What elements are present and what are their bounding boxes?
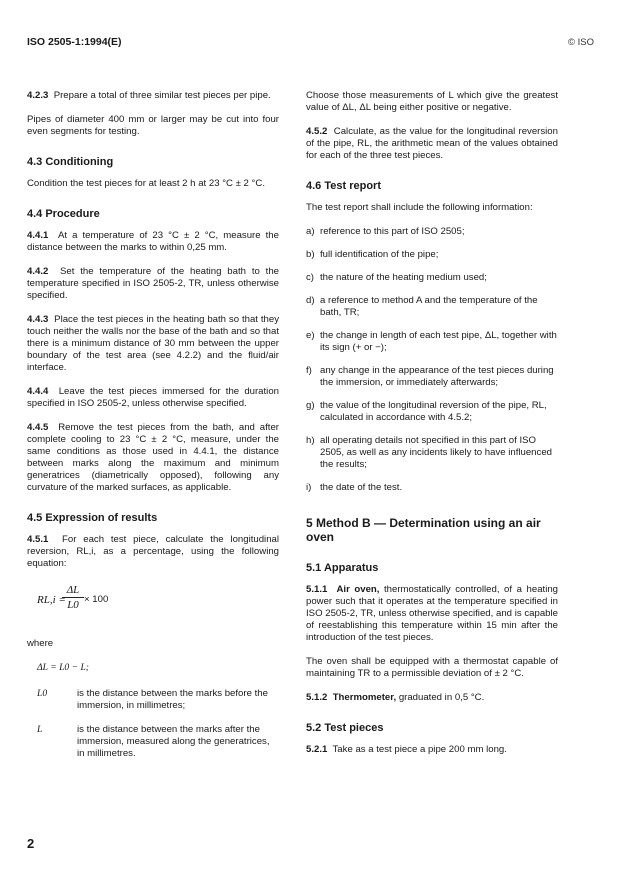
heading-5-2: 5.2 Test pieces	[306, 722, 384, 734]
heading-4-6: 4.6 Test report	[306, 180, 381, 192]
heading-5: 5 Method B — Determination using an air oven	[306, 516, 541, 544]
paragraph-choose: Choose those measurements of L which give the greatest value of ΔL, ΔL being either positive or negative.	[306, 90, 558, 113]
page-number: 2	[27, 836, 35, 851]
formula-lhs: RL,i =	[37, 594, 66, 606]
right-column	[306, 90, 558, 768]
list-item: h) all operating details not specified in this part of ISO 2505, as well as any incidents likely to have influenced the results;	[306, 435, 552, 470]
definition-l0: L0 is the distance between the marks before the immersion, in millimetres;	[37, 688, 268, 711]
copyright-mark: © ISO	[567, 37, 594, 48]
clause-4-5-2: 4.5.2 Calculate, as the value for the longitudinal reversion of the pipe, RL, the arithmetic mean of the values obtained for each of the three test pieces.	[306, 126, 558, 161]
heading-4-4: 4.4 Procedure	[27, 208, 100, 220]
test-report-list	[306, 226, 558, 494]
clause-4-2-3: 4.2.3 Prepare a total of three similar test pieces per pipe.	[27, 90, 271, 101]
clause-5-1-2: 5.1.2 Thermometer, graduated in 0,5 °C.	[306, 692, 485, 703]
list-item: i) the date of the test.	[306, 482, 403, 493]
paragraph-pipes: Pipes of diameter 400 mm or larger may be cut into four even segments for testing.	[27, 114, 279, 137]
formula-denominator: L0	[67, 599, 79, 611]
clause-4-4-4: 4.4.4 Leave the test pieces immersed for the duration specified in ISO 2505-2, unless otherwise specified.	[27, 386, 279, 409]
list-item: b) full identification of the pipe;	[306, 249, 439, 260]
clause-4-4-1: 4.4.1 At a temperature of 23 °C ± 2 °C, measure the distance between the marks to within 0,25 mm.	[27, 230, 279, 253]
clause-4-4-3: 4.4.3 Place the test pieces in the heating bath so that they touch neither the walls nor the base of the bath and so that there is a minimum distance of 30 mm between the upper boundary of the test area (see 4.2.2) and the fluid/air interface.	[27, 314, 279, 373]
formula-numerator: ΔL	[66, 584, 80, 596]
heading-4-3: 4.3 Conditioning	[27, 156, 114, 168]
list-item: g) the value of the longitudinal reversion of the pipe, RL, calculated in accordance with 4.5.2;	[306, 400, 547, 423]
heading-5-1: 5.1 Apparatus	[306, 562, 379, 574]
paragraph-conditioning: Condition the test pieces for at least 2 h at 23 °C ± 2 °C.	[27, 178, 265, 189]
clause-4-4-5: 4.4.5 Remove the test pieces from the bath, and after complete cooling to 23 °C ± 2 °C, measure, under the same conditions as those used in 4.4.1, the distance between marks along the maximum and minimum generatrices (diametrically opposed), following any curvature of the marked surfaces, as applicable.	[27, 422, 279, 493]
list-item: e) the change in length of each test pipe, ΔL, together with its sign (+ or −);	[306, 330, 557, 353]
definition-l: L is the distance between the marks after the immersion, measured along the generatrices, in millimetres.	[37, 724, 270, 759]
paragraph-test-report: The test report shall include the following information:	[306, 202, 533, 213]
formula-fraction	[62, 584, 84, 611]
paragraph-oven: The oven shall be equipped with a thermostat capable of maintaining TR to a permissible deviation of ± 2 °C.	[306, 656, 558, 679]
clause-4-5-1: 4.5.1 For each test piece, calculate the longitudinal reversion, RL,i, as a percentage, using the following equation:	[27, 534, 279, 569]
clause-5-2-1: 5.2.1 Take as a test piece a pipe 200 mm long.	[306, 744, 507, 755]
list-item: d) a reference to method A and the temperature of the bath, TR;	[306, 295, 538, 318]
delta-equation: ΔL = L0 − L;	[37, 662, 89, 673]
clause-4-4-2: 4.4.2 Set the temperature of the heating bath to the temperature specified in ISO 2505-2, TR, unless otherwise specified.	[27, 266, 279, 301]
list-item: c) the nature of the heating medium used;	[306, 272, 487, 283]
left-column	[27, 90, 279, 772]
list-item: f) any change in the appearance of the test pieces during the immersion, or immediately afterwards;	[306, 365, 554, 388]
clause-5-1-1: 5.1.1 Air oven, thermostatically controlled, of a heating power such that it operates at the temperature specified in ISO 2505-2, TR, unless otherwise specified, and is capable of reestablishing this temperature within 15 min after the introduction of the test pieces.	[306, 584, 558, 643]
formula-rhs: × 100	[84, 594, 109, 605]
reversion-formula	[27, 582, 279, 626]
where-label: where	[27, 638, 54, 649]
heading-4-5: 4.5 Expression of results	[27, 512, 158, 524]
document-header: ISO 2505-1:1994(E)	[27, 36, 122, 48]
list-item: a) reference to this part of ISO 2505;	[306, 226, 465, 237]
